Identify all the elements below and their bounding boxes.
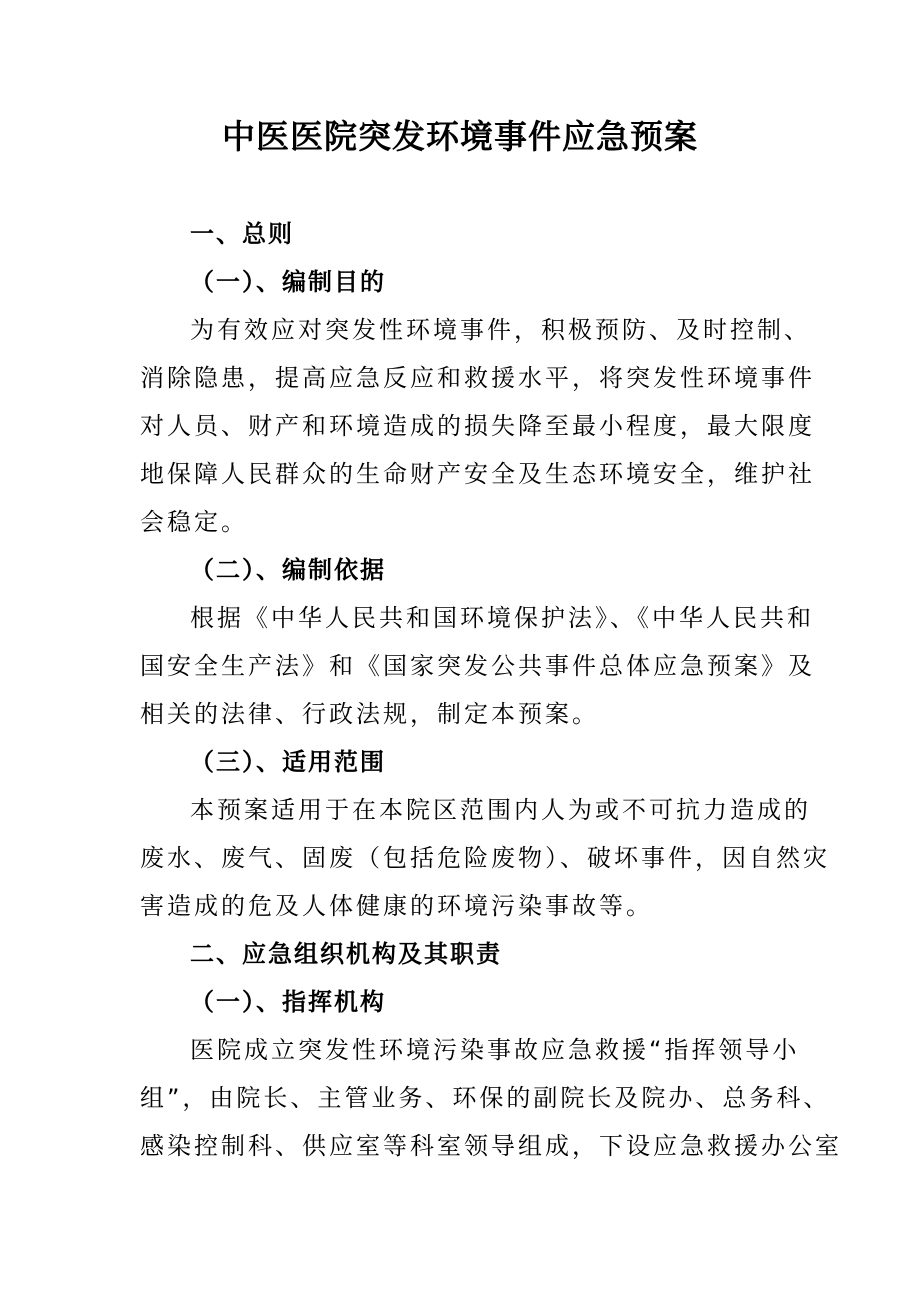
paragraph-line: 废水、废气、固废（包括危险废物）、破坏事件，因自然灾 [140, 844, 830, 872]
subsection-heading-command: （一）、指挥机构 [190, 988, 386, 1016]
paragraph-line: 组”，由院长、主管业务、环保的副院长及院办、总务科、 [140, 1084, 831, 1112]
section-heading-general: 一、总则 [190, 220, 294, 248]
subsection-heading-purpose: （一）、编制目的 [190, 268, 386, 296]
paragraph-line: 为有效应对突发性环境事件，积极预防、及时控制、 [190, 316, 811, 344]
document-title: 中医医院突发环境事件应急预案 [222, 117, 698, 156]
subsection-heading-scope: （三）、适用范围 [190, 748, 386, 776]
paragraph-line: 会稳定。 [140, 508, 248, 536]
paragraph-line: 根据《中华人民共和国环境保护法》、《中华人民共和 [190, 604, 814, 632]
paragraph-line: 本预案适用于在本院区范围内人为或不可抗力造成的 [190, 796, 811, 824]
paragraph-line: 相关的法律、行政法规，制定本预案。 [140, 700, 599, 728]
paragraph-line: 地保障人民群众的生命财产安全及生态环境安全，维护社 [140, 460, 815, 488]
subsection-heading-basis: （二）、编制依据 [190, 556, 386, 584]
paragraph-line: 消除隐患，提高应急反应和救援水平，将突发性环境事件 [140, 364, 815, 392]
paragraph-line: 国安全生产法》和《国家突发公共事件总体应急预案》及 [140, 652, 815, 680]
paragraph-line: 医院成立突发性环境污染事故应急救援“指挥领导小 [190, 1036, 800, 1064]
paragraph-line: 感染控制科、供应室等科室领导组成，下设应急救援办公室 [140, 1132, 842, 1160]
paragraph-line: 对人员、财产和环境造成的损失降至最小程度，最大限度 [140, 412, 815, 440]
paragraph-line: 害造成的危及人体健康的环境污染事故等。 [140, 892, 653, 920]
section-heading-organization: 二、应急组织机构及其职责 [190, 940, 502, 968]
